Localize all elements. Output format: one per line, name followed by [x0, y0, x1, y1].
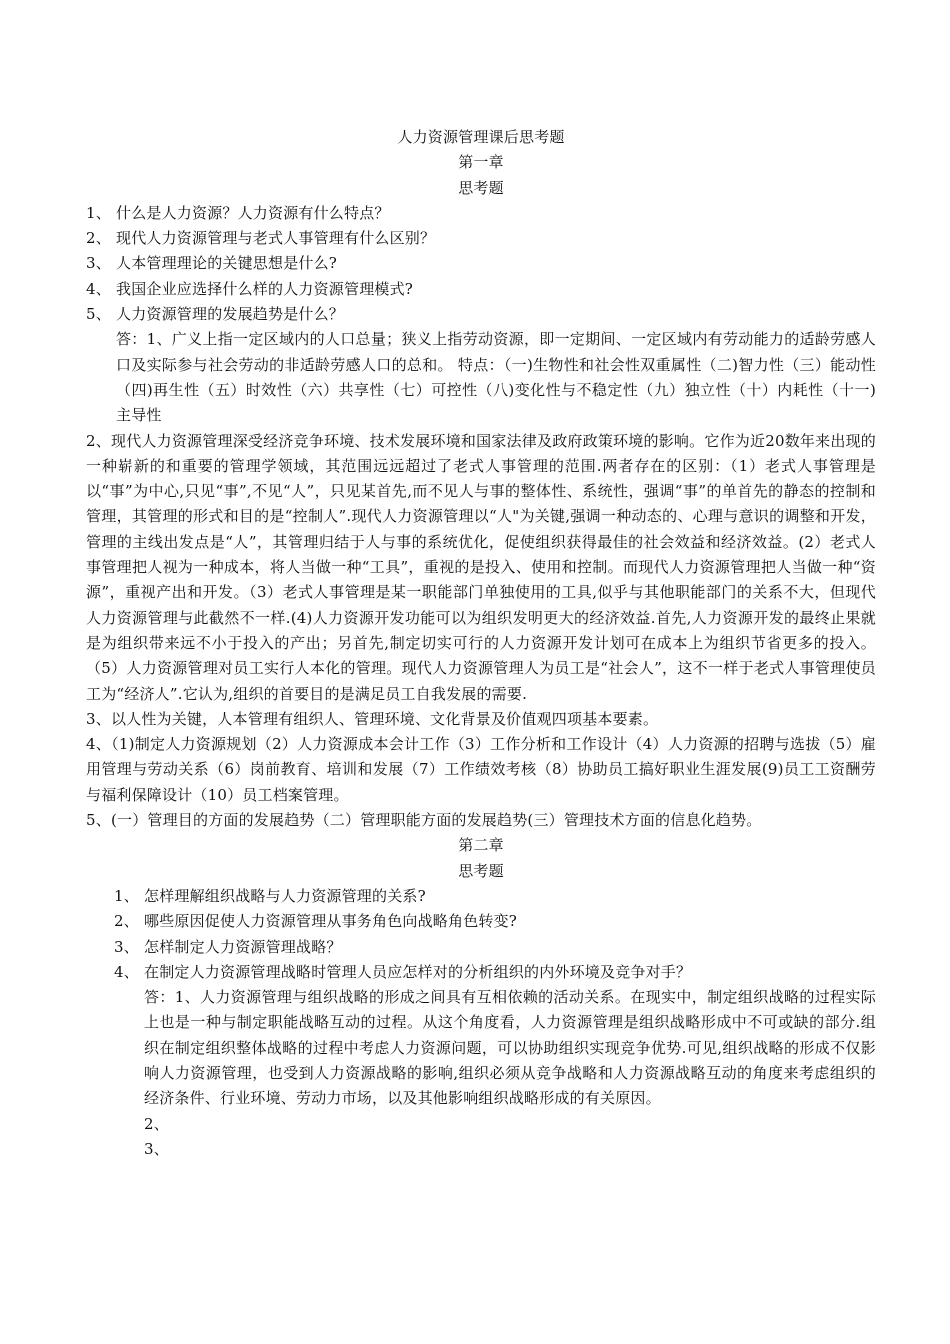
- chapter-1-answer-4: 4、（1)制定人力资源规划（2）人力资源成本会计工作（3）工作分析和工作设计（4）人力资源的招聘与选拔（5）雇用管理与劳动关系（6）岗前教育、培训和发展（7）工作绩效考核（8）协助员工搞好职业生涯发展(9)员工工资酬劳与福利保障设计（10）员工档案管理。: [86, 735, 876, 804]
- question-text: 什么是人力资源？人力资源有什么特点？: [116, 203, 390, 222]
- chapter-1-subheading: 思考题: [458, 178, 504, 197]
- chapter-2-answer-2: 2、: [144, 1114, 169, 1133]
- question-text: 我国企业应选择什么样的人力资源管理模式?: [116, 279, 414, 298]
- question-number: 3、: [86, 254, 111, 273]
- question-number: 5、: [86, 305, 111, 324]
- chapter-2-question-2: [86, 909, 876, 934]
- document-title: 人力资源管理课后思考题: [397, 128, 565, 146]
- chapter-2-question-3: [86, 935, 876, 960]
- chapter-1-question-3: [86, 251, 876, 276]
- question-text: 人本管理理论的关键思想是什么?: [116, 254, 338, 273]
- question-number: 2、: [114, 912, 139, 931]
- chapter-1-answer-2: 2、现代人力资源管理深受经济竞争环境、技术发展环境和国家法律及政府政策环境的影响。它作为近20数年来出现的一种崭新的和重要的管理学领域，其范围远远超过了老式人事管理的范围.两者存在的区别：（1）老式人事管理是以“事”为中心,只见“事”,不见“人”，只见某首先,而不见人与事的整体性、系统性，强调“事”的单首先的静态的控制和管理，其管理的形式和目的是“控制人”.现代人力资源管理以“人"为关键,强调一种动态的、心理与意识的调整和开发，管理的主线出发点是“人”，其管理归结于人与事的系统优化，促使组织获得最佳的社会效益和经济效益。(2）老式人事管理把人视为一种成本，将人当做一种“工具”，重视的是投入、使用和控制。而现代人力资源管理把人当做一种“资源”，重视产出和开发。（3）老式人事管理是某一职能部门单独使用的工具,似乎与其他职能部门的关系不大，但现代人力资源管理与此截然不一样.(4)人力资源开发功能可以为组织发明更大的经济效益.首先,人力资源开发的最终止果就是为组织带来远不小于投入的产出；另首先,制定切实可行的人力资源开发计划可在成本上为组织节省更多的投入。（5）人力资源管理对员工实行人本化的管理。现代人力资源管理人为员工是“社会人”，这不一样于老式人事管理使员工为“经济人”.它认为,组织的首要目的是满足员工自我发展的需要.: [86, 431, 876, 703]
- question-number: 1、: [86, 203, 111, 222]
- chapter-1-question-2: [86, 226, 876, 251]
- chapter-1-heading: 第一章: [458, 153, 504, 172]
- document-body: [86, 125, 876, 1162]
- question-number: 2、: [86, 229, 111, 248]
- question-text: 人力资源管理的发展趋势是什么？: [116, 305, 345, 324]
- chapter-2-question-4: [86, 960, 876, 985]
- chapter-2-subheading: 思考题: [458, 861, 504, 880]
- question-number: 3、: [114, 937, 139, 956]
- chapter-2-heading: 第二章: [458, 836, 504, 855]
- question-number: 4、: [86, 279, 111, 298]
- chapter-2-answer-3: 3、: [144, 1139, 169, 1158]
- chapter-1-question-5: [86, 302, 876, 327]
- chapter-1-answer-3: 3、以人性为关键，人本管理有组织人、管理环境、文化背景及价值观四项基本要素。: [86, 709, 659, 728]
- chapter-1-question-4: [86, 277, 876, 302]
- question-text: 怎样制定人力资源管理战略？: [144, 937, 342, 956]
- question-text: 在制定人力资源管理战略时管理人员应怎样对的分析组织的内外环境及竞争对手？: [144, 962, 692, 981]
- chapter-1-answer-5: 5、(一）管理目的方面的发展趋势（二）管理职能方面的发展趋势(三）管理技术方面的信息化趋势。: [86, 811, 762, 830]
- chapter-1-question-1: [86, 201, 876, 226]
- chapter-1-answer-1: 答：1、广义上指一定区域内的人口总量；狭义上指劳动资源，即一定期间、一定区域内有劳动能力的适龄劳感人口及实际参与社会劳动的非适龄劳感人口的总和。 特点：（一)生物性和社会性双重属性（二)智力性（三）能动性（四)再生性（五）时效性（六）共享性（七）可控性（八)变化性与不稳定性（九）独立性（十）内耗性（十一)主导性: [116, 330, 876, 425]
- chapter-2-question-1: [86, 884, 876, 909]
- question-text: 现代人力资源管理与老式人事管理有什么区别？: [116, 229, 436, 248]
- question-number: 1、: [114, 886, 139, 905]
- question-text: 怎样理解组织战略与人力资源管理的关系?: [144, 886, 426, 905]
- question-number: 4、: [114, 962, 139, 981]
- question-text: 哪些原因促使人力资源管理从事务角色向战略角色转变?: [144, 912, 518, 931]
- chapter-2-answer-1: 答：1、人力资源管理与组织战略的形成之间具有互相依赖的活动关系。在现实中，制定组织战略的过程实际上也是一种与制定职能战略互动的过程。从这个角度看，人力资源管理是组织战略形成中不可或缺的部分.组织在制定组织整体战略的过程中考虑人力资源问题，可以协助组织实现竞争优势.可见,组织战略的形成不仅影响人力资源管理，也受到人力资源战略的影响,组织必须从竞争战略和人力资源战略互动的角度来考虑组织的经济条件、行业环境、劳动力市场，以及其他影响组织战略形成的有关原因。: [144, 988, 876, 1108]
